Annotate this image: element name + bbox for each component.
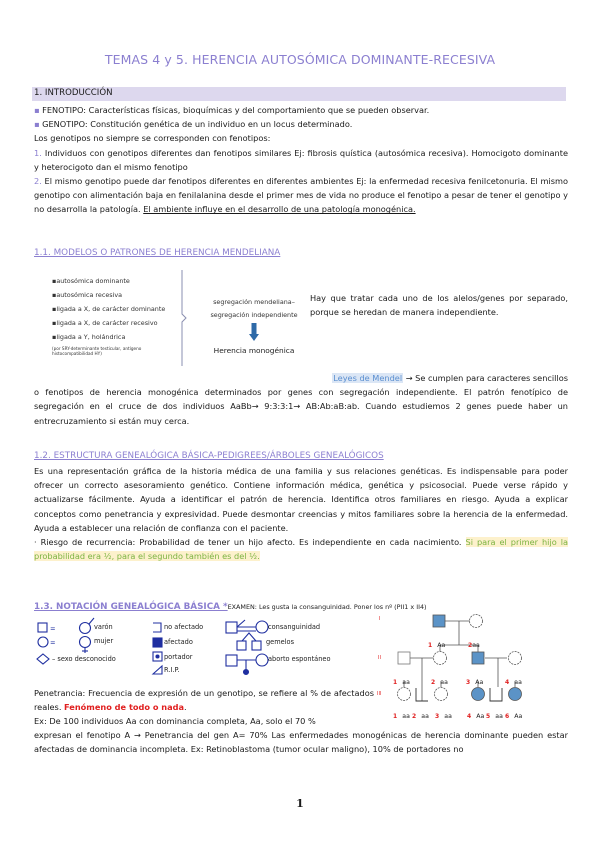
abortion-icon <box>226 655 237 666</box>
section-heading-1-3: 1.3. NOTACIÓN GENEALÓGICA BÁSICA * <box>34 602 228 612</box>
exam-note: EXAMEN: Les gusta la consanguinidad. Poner los nº (PII1 x II4) <box>227 603 427 611</box>
twins-icon <box>242 633 256 641</box>
bullet-genotipo: ▪ GENOTIPO: Constitución genética de un individuo en un locus determinado. <box>34 119 353 130</box>
intro-body <box>34 103 568 217</box>
female-symbol-icon <box>80 637 91 648</box>
unknown-sex-diamond-icon <box>37 654 49 664</box>
bullet-icon: ▪ <box>34 119 43 130</box>
male-symbol-icon <box>80 623 91 634</box>
section-heading-1-2: 1.2. ESTRUCTURA GENEALÓGICA BÁSICA-PEDIGREES/ÁRBOLES GENEALÓGICOS <box>34 451 384 461</box>
svg-text:=: = <box>50 639 56 647</box>
pedigree-II4-female <box>509 652 522 665</box>
pedigree-I1-affected-male <box>433 615 445 627</box>
pedigree-I2-female <box>470 615 483 628</box>
legend-carrier-label: portador <box>164 653 193 661</box>
pedigree-II3-affected-male <box>472 652 484 664</box>
legend-twins-label: gemelos <box>266 638 295 646</box>
section-1-3-header <box>34 594 427 613</box>
legend-deceased-label: R.I.P. <box>164 666 180 674</box>
brace-icon <box>178 268 190 368</box>
segregation-text: segregación mendeliana– segregación independiente <box>210 298 298 319</box>
section-heading-intro: 1. INTRODUCCIÓN <box>34 88 113 98</box>
leyes-de-mendel-link[interactable]: Leyes de Mendel <box>333 373 403 383</box>
pedigree-III3-female <box>435 688 448 701</box>
legend-unknown-label: – sexo desconocido <box>52 655 116 663</box>
section-heading-1-1: 1.1. MODELOS O PATRONES DE HERENCIA MENDELIANA <box>34 248 281 258</box>
pedigree-III5-male <box>490 688 502 701</box>
all-or-nothing-phenomenon: Fenómeno de todo o nada <box>64 702 185 713</box>
section-heading-bar <box>32 87 566 101</box>
pedigree-II1-male <box>398 652 410 664</box>
consanguinity-icon <box>226 622 237 633</box>
page-title: TEMAS 4 y 5. HERENCIA AUTOSÓMICA DOMINANTE-RECESIVA <box>104 52 496 67</box>
legend-affected-label: afectado <box>164 638 193 646</box>
page-number: 1 <box>296 797 304 810</box>
recurrence-risk: · Riesgo de recurrencia: Probabilidad de tener un hijo afecto. Es independiente en cada nacimiento. Si para el primer hijo la probabilidad era ½, para el segundo también es del ½. <box>34 537 568 562</box>
highlighted-probability: Si para el primer hijo la probabilidad era ½, para el segundo también es del ½. <box>34 537 568 562</box>
male-square-icon <box>38 623 47 632</box>
mendelian-diagram <box>34 266 304 371</box>
legend-abortion-label: aborto espontáneo <box>268 655 331 663</box>
deceased-icon <box>153 666 162 674</box>
unaffected-icon <box>153 623 161 632</box>
penetrance-example-paragraph: expresan el fenotipo A → Penetrancia del gen A= 70% Las enfermedades monogénicas de herencia dominante pueden estar afectadas de dominancia incompleta. Ex: Retinoblastoma (tumor ocular maligno), 10% de portadores no <box>34 730 568 755</box>
intro-item-1: 1. Individuos con genotipos diferentes dan fenotipos similares Ej: fibrosis quística (autosómica recesiva). Homocigoto dominante y heterocigoto dan el mismo fenotipo <box>34 147 568 172</box>
gen-label-III: III <box>377 691 382 697</box>
pedigree-structure-paragraph: Es una representación gráfica de la historia médica de una familia y sus relaciones genéticas. Es indispensable para poder ofrecer un correcto asesoramiento genético. Contiene información médica, genética y psicosocial. Puede verse rápido y actualizarse fácilmente. Ayuda a identificar el patrón de herencia. Identifica otros familiares en riesgo. Ayuda a explicar conceptos como penetrancia y expresividad. Puede desmontar creencias y mitos familiares sobre la herencia de la enfermedad. Ayuda a establecer una relación de confianza con el paciente. · Riesgo de recurrencia: Probabilidad de tener un hijo afecto. Es independiente en cada nacimiento. Si para el primer hijo la probabilidad era ½, para el segundo también es del ½. <box>34 464 568 563</box>
intro-item-2: 2. El mismo genotipo puede dar fenotipos diferentes en diferentes ambientes Ej: la enfermedad recesiva fenilcetonuria. El mismo genotipo con alimentación baja en fenilalanina desde el primer mes de vida no produce el fenotipo a pesar de tener el genotipo y no desarrolla la patología. El ambiente influye en el desarrollo de una patología monogénica. <box>34 176 568 215</box>
female-circle-icon <box>38 637 48 647</box>
down-arrow-icon <box>248 323 260 343</box>
monogenic-inheritance-label: Herencia monogénica <box>213 346 295 355</box>
intro-lead: Los genotipos no siempre se corresponden con fenotipos: <box>34 133 271 144</box>
legend-male-label: varón <box>94 623 113 631</box>
bullet-fenotipo: ▪ FENOTIPO: Características físicas, bioquímicas y del comportamiento que se pueden observar. <box>34 105 430 115</box>
affected-icon <box>153 638 162 647</box>
pedigree-chart <box>370 605 600 717</box>
bullet-icon: ▪ <box>34 105 43 115</box>
gen-label-II: II <box>378 655 381 661</box>
inheritance-note: (por SRY-determinante testicular, antígeno histocompatibilidad HY) <box>52 346 142 356</box>
pedigree-III4-affected-female <box>472 688 485 701</box>
legend-female-label: mujer <box>94 637 114 645</box>
legend-consanguinity-label: consanguinidad <box>268 623 321 631</box>
pedigree-III1-female <box>398 688 411 701</box>
separate-alleles-text: Hay que tratar cada uno de los alelos/genes por separado, porque se heredan de manera independiente. <box>310 293 568 318</box>
svg-text:=: = <box>50 625 56 633</box>
pedigree-II2-female <box>434 652 447 665</box>
inheritance-patterns-list: ▪autosómica dominante ▪autosómica recesiva ▪ligada a X, de carácter dominante ▪ligada a X, de carácter recesivo ▪ligada a Y, holándrica <box>52 277 166 341</box>
penetrance-paragraph: Penetrancia: Frecuencia de expresión de un genotipo, se refiere al % de afectados reales. Fenómeno de todo o nada. Ex: De 100 individuos Aa con dominancia completa, Aa, solo el 70 % <box>34 688 374 727</box>
gen-label-I: I <box>379 616 381 622</box>
pedigree-III6-affected-female <box>509 688 522 701</box>
legend-unaffected-label: no afectado <box>164 623 204 631</box>
mendel-paragraph: Leyes de Mendel → Se cumplen para caracteres sencillos o fenotipos de herencia monogénica determinados por genes con segregación independiente. El patrón fenotípico de segregación en el cruce de dos individuos AaBb→ 9:3:3:1→ AB:Ab:aB:ab. Cuando estudiemos 2 genes puede haber un entrecruzamiento si están muy cerca. <box>34 373 568 426</box>
